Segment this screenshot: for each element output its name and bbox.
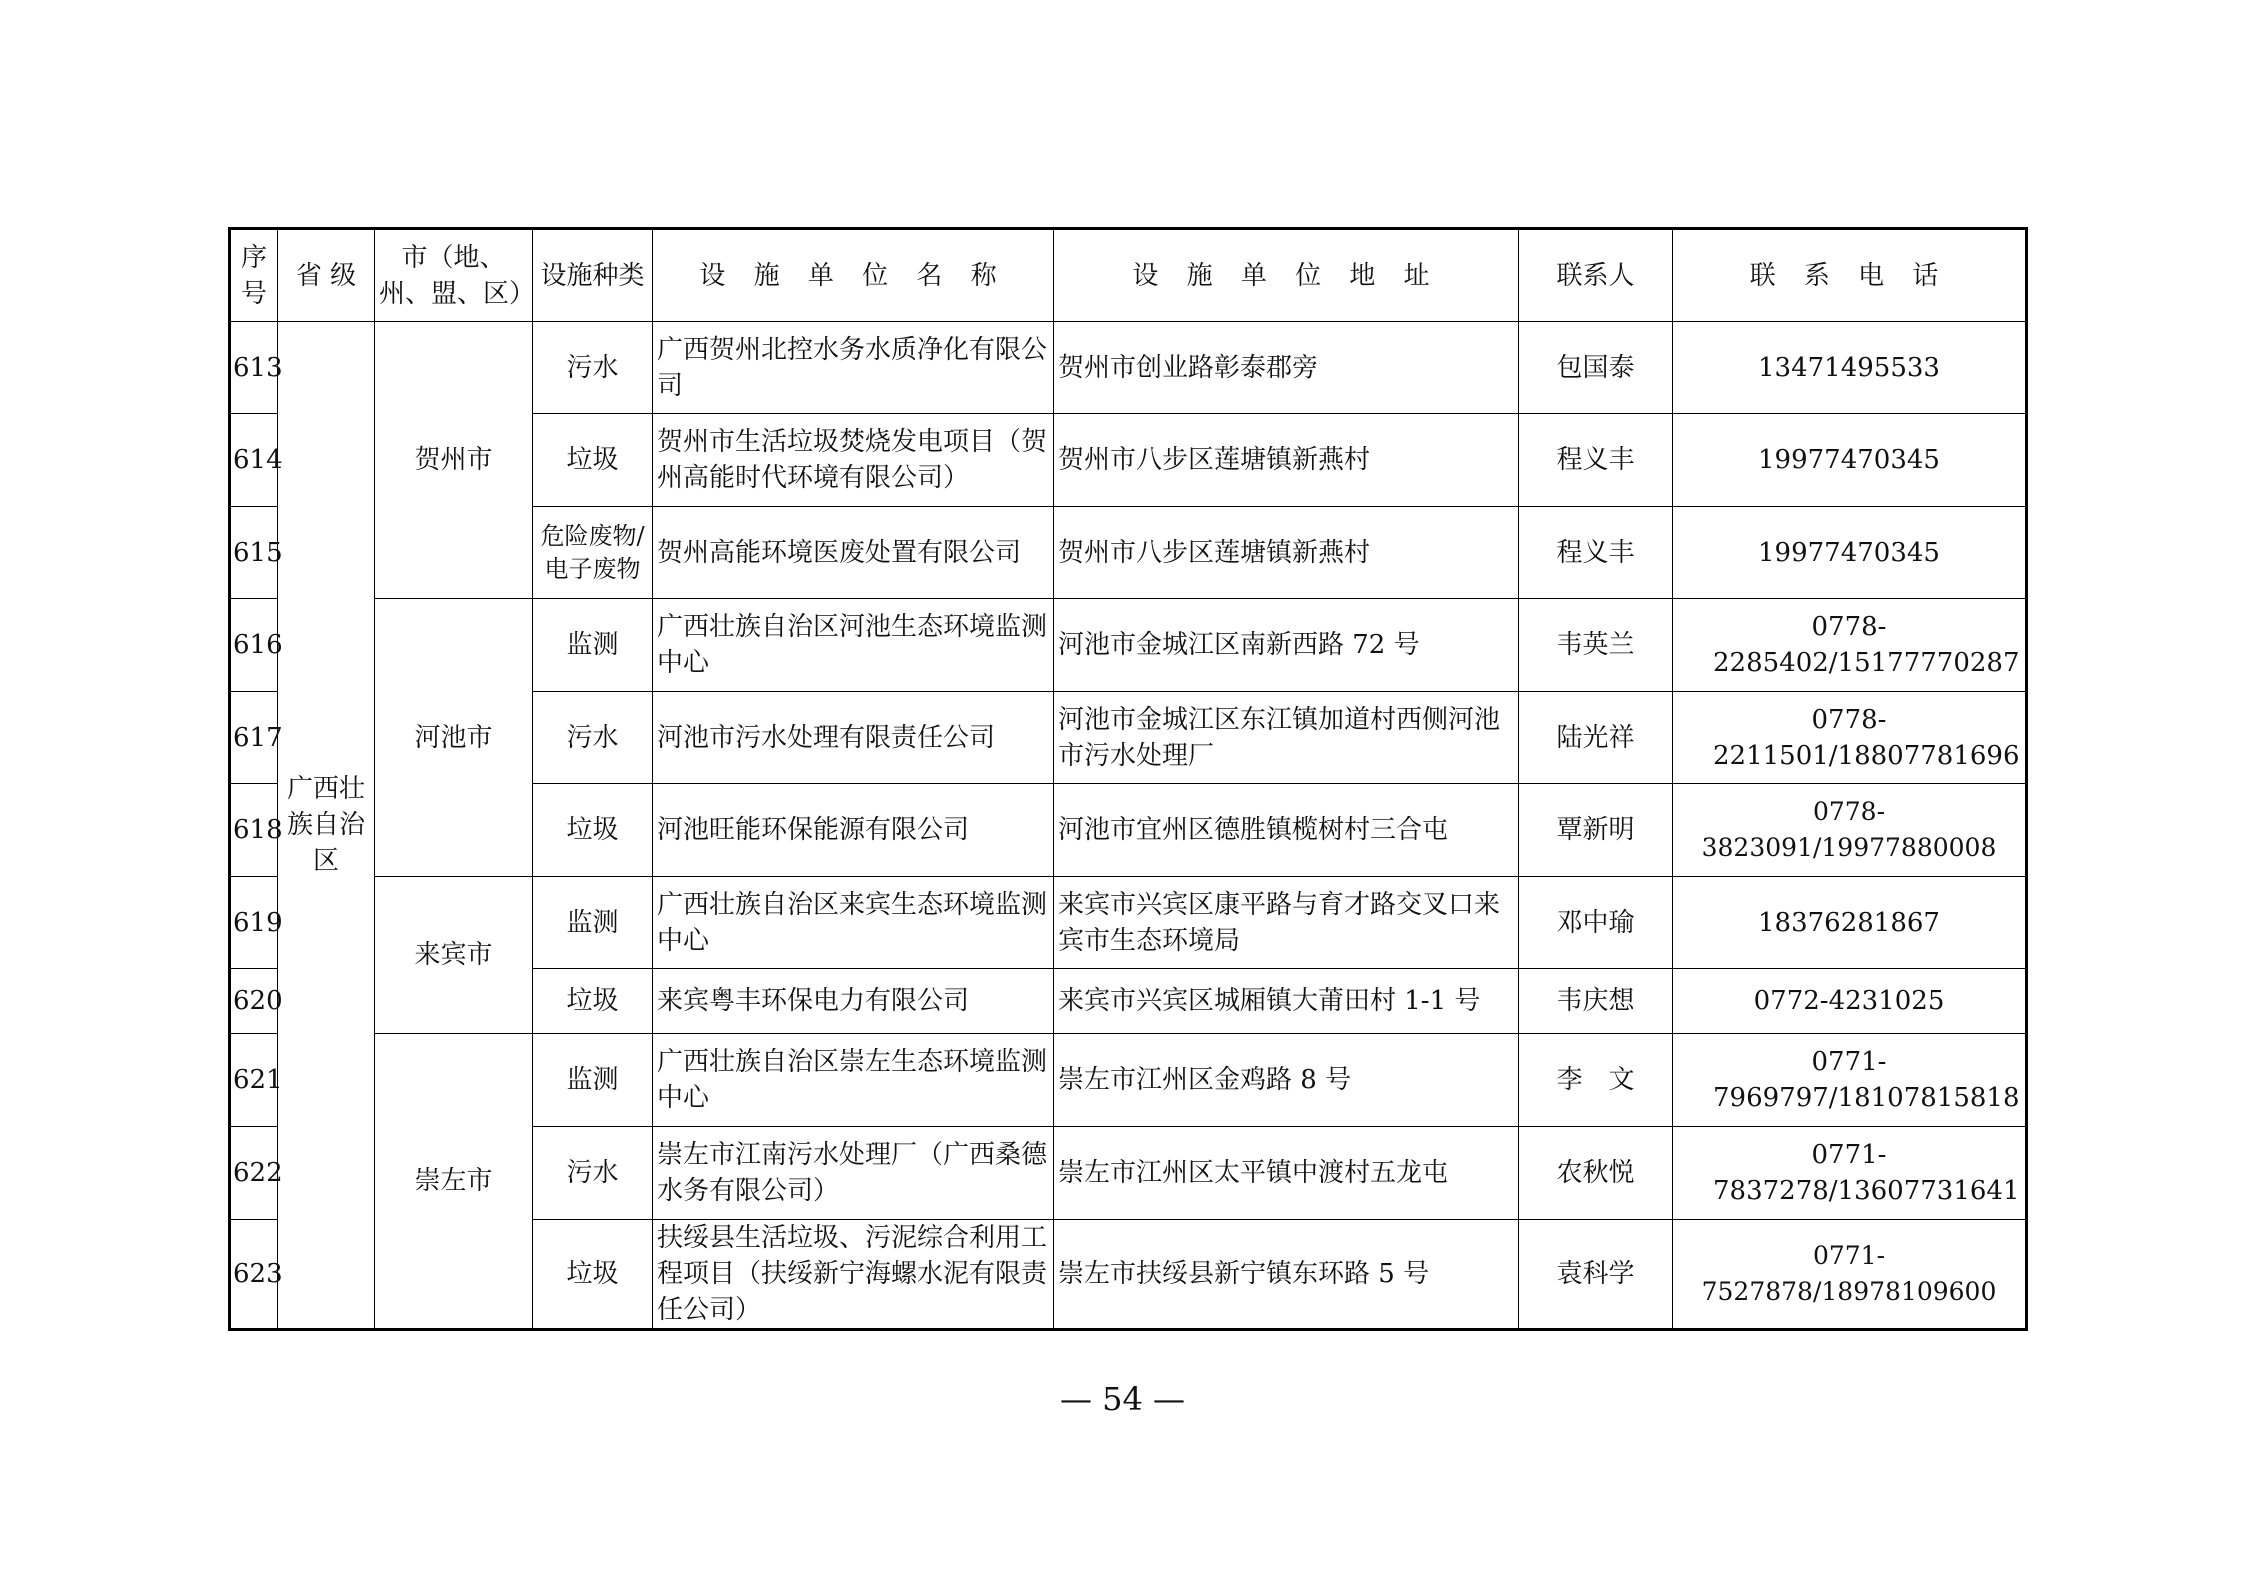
header-contact: 联系人: [1519, 229, 1673, 322]
phone-cell: 0772-4231025: [1673, 969, 2027, 1034]
header-type: 设施种类: [533, 229, 653, 322]
contact-cell: 农秋悦: [1519, 1127, 1673, 1220]
table-row: [230, 877, 2027, 969]
type-cell: 垃圾: [533, 969, 653, 1034]
city-cell-chongzuo: 崇左市: [375, 1034, 533, 1330]
seq-cell: 623: [230, 1220, 278, 1330]
contact-cell: 邓中瑜: [1519, 877, 1673, 969]
address-cell: 贺州市八步区莲塘镇新燕村: [1054, 507, 1519, 599]
contact-cell: 程义丰: [1519, 507, 1673, 599]
table-row: [230, 599, 2027, 692]
type-cell: 监测: [533, 877, 653, 969]
header-name: 设 施 单 位 名 称: [653, 229, 1054, 322]
type-cell: 监测: [533, 599, 653, 692]
seq-cell: 619: [230, 877, 278, 969]
header-city: 市（地、州、盟、区）: [375, 229, 533, 322]
seq-cell: 617: [230, 692, 278, 784]
address-cell: 崇左市江州区太平镇中渡村五龙屯: [1054, 1127, 1519, 1220]
phone-cell: 0771-7527878/18978109600: [1673, 1220, 2027, 1330]
seq-cell: 622: [230, 1127, 278, 1220]
type-cell: 垃圾: [533, 784, 653, 877]
page-number: — 54 —: [1059, 1380, 1186, 1418]
header-province: 省 级: [278, 229, 375, 322]
name-cell: 河池市污水处理有限责任公司: [653, 692, 1054, 784]
seq-cell: 618: [230, 784, 278, 877]
address-cell: 贺州市创业路彰泰郡旁: [1054, 322, 1519, 414]
contact-cell: 陆光祥: [1519, 692, 1673, 784]
address-cell: 河池市宜州区德胜镇榄树村三合屯: [1054, 784, 1519, 877]
address-cell: 贺州市八步区莲塘镇新燕村: [1054, 414, 1519, 507]
phone-cell: 13471495533: [1673, 322, 2027, 414]
header-address: 设 施 单 位 地 址: [1054, 229, 1519, 322]
name-cell: 广西壮族自治区来宾生态环境监测中心: [653, 877, 1054, 969]
contact-cell: 韦庆想: [1519, 969, 1673, 1034]
contact-cell: 袁科学: [1519, 1220, 1673, 1330]
city-cell-laibin: 来宾市: [375, 877, 533, 1034]
address-cell: 来宾市兴宾区康平路与育才路交叉口来宾市生态环境局: [1054, 877, 1519, 969]
seq-cell: 614: [230, 414, 278, 507]
name-cell: 来宾粤丰环保电力有限公司: [653, 969, 1054, 1034]
name-cell: 广西壮族自治区崇左生态环境监测中心: [653, 1034, 1054, 1127]
table-header-row: [230, 229, 2027, 322]
phone-cell: 0771-7837278/13607731641: [1673, 1127, 2027, 1220]
seq-cell: 615: [230, 507, 278, 599]
contact-cell: 韦英兰: [1519, 599, 1673, 692]
phone-cell: 0778-2285402/15177770287: [1673, 599, 2027, 692]
seq-cell: 616: [230, 599, 278, 692]
phone-cell: 0778-2211501/18807781696: [1673, 692, 2027, 784]
name-cell: 贺州市生活垃圾焚烧发电项目（贺州高能时代环境有限公司）: [653, 414, 1054, 507]
header-phone: 联 系 电 话: [1673, 229, 2027, 322]
phone-cell: 18376281867: [1673, 877, 2027, 969]
contact-cell: 覃新明: [1519, 784, 1673, 877]
phone-cell: 0778-3823091/19977880008: [1673, 784, 2027, 877]
name-cell: 河池旺能环保能源有限公司: [653, 784, 1054, 877]
type-cell: 垃圾: [533, 1220, 653, 1330]
contact-cell: 程义丰: [1519, 414, 1673, 507]
phone-cell: 19977470345: [1673, 414, 2027, 507]
name-cell: 崇左市江南污水处理厂（广西桑德水务有限公司）: [653, 1127, 1054, 1220]
table-row: [230, 1034, 2027, 1127]
phone-cell: 19977470345: [1673, 507, 2027, 599]
seq-cell: 613: [230, 322, 278, 414]
name-cell: 广西贺州北控水务水质净化有限公司: [653, 322, 1054, 414]
contact-cell: 包国泰: [1519, 322, 1673, 414]
city-cell-hezhou: 贺州市: [375, 322, 533, 599]
header-seq: 序号: [230, 229, 278, 322]
city-cell-hechi: 河池市: [375, 599, 533, 877]
phone-cell: 0771-7969797/18107815818: [1673, 1034, 2027, 1127]
type-cell: 污水: [533, 322, 653, 414]
address-cell: 来宾市兴宾区城厢镇大莆田村 1-1 号: [1054, 969, 1519, 1034]
province-cell: 广西壮族自治区: [278, 322, 375, 1330]
seq-cell: 621: [230, 1034, 278, 1127]
address-cell: 河池市金城江区南新西路 72 号: [1054, 599, 1519, 692]
contact-cell: 李 文: [1519, 1034, 1673, 1127]
table-row: [230, 322, 2027, 414]
seq-cell: 620: [230, 969, 278, 1034]
name-cell: 贺州高能环境医废处置有限公司: [653, 507, 1054, 599]
name-cell: 扶绥县生活垃圾、污泥综合利用工程项目（扶绥新宁海螺水泥有限责任公司）: [653, 1220, 1054, 1330]
type-cell: 污水: [533, 1127, 653, 1220]
address-cell: 崇左市江州区金鸡路 8 号: [1054, 1034, 1519, 1127]
type-cell: 监测: [533, 1034, 653, 1127]
address-cell: 崇左市扶绥县新宁镇东环路 5 号: [1054, 1220, 1519, 1330]
type-cell: 污水: [533, 692, 653, 784]
type-cell: 垃圾: [533, 414, 653, 507]
type-cell: 危险废物/电子废物: [533, 507, 653, 599]
facility-table: [228, 227, 2028, 1331]
name-cell: 广西壮族自治区河池生态环境监测中心: [653, 599, 1054, 692]
address-cell: 河池市金城江区东江镇加道村西侧河池市污水处理厂: [1054, 692, 1519, 784]
